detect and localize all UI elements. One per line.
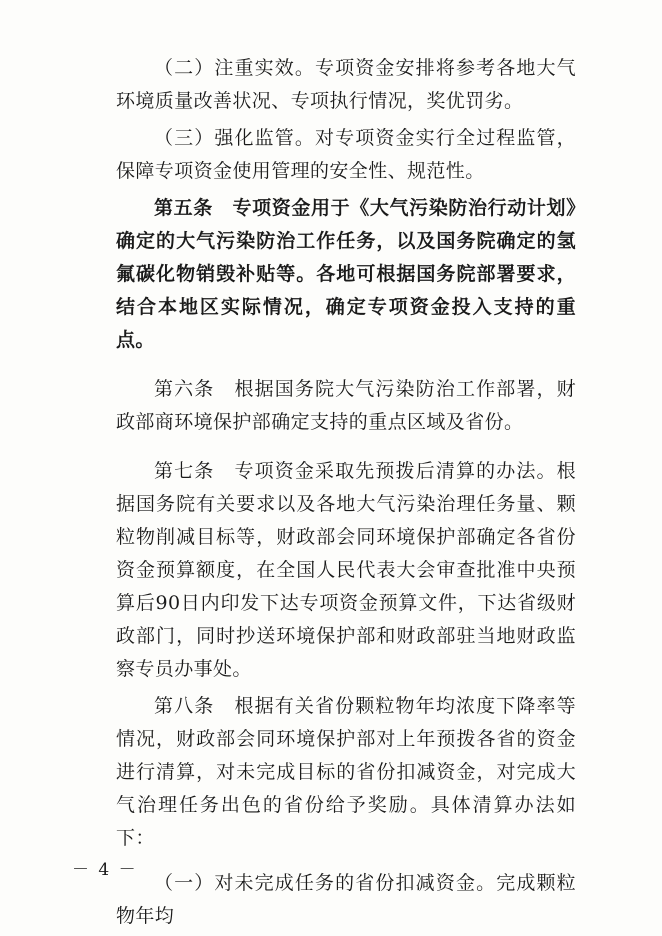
paragraph-deduct-funds: （一）对未完成任务的省份扣减资金。完成颗粒物年均	[116, 872, 576, 927]
page-number: － 4 －	[72, 860, 138, 880]
paragraph-article-5: 第五条 专项资金用于《大气污染防治行动计划》确定的大气污染防治工作任务，以及国务院确定的氢氟碳化物销毁补贴等。各地可根据国务院部署要求，结合本地区实际情况，确定专项资金投入支持的重点。	[116, 197, 576, 351]
document-body	[116, 52, 576, 933]
paragraph-article-8: 第八条 根据有关省份颗粒物年均浓度下降率等情况，财政部会同环境保护部对上年预拨各省的资金进行清算，对未完成目标的省份扣减资金，对完成大气治理任务出色的省份给予奖励。具体清算办法如下：	[116, 695, 576, 849]
paragraph-strengthen-supervision: （三）强化监管。对专项资金实行全过程监管，保障专项资金使用管理的安全性、规范性。	[116, 127, 576, 182]
paragraph-focus-results: （二）注重实效。专项资金安排将参考各地大气环境质量改善状况、专项执行情况，奖优罚劣。	[116, 57, 576, 112]
paragraph-article-6: 第六条 根据国务院大气污染防治工作部署，财政部商环境保护部确定支持的重点区域及省份。	[116, 378, 576, 433]
paragraph-article-7: 第七条 专项资金采取先预拨后清算的办法。根据国务院有关要求以及各地大气污染治理任务量、颗粒物削减目标等，财政部会同环境保护部确定各省份资金预算额度，在全国人民代表大会审查批准中央预算后90日内印发下达专项资金预算文件，下达省级财政部门，同时抄送环境保护部和财政部驻当地财政监察专员办事处。	[116, 460, 576, 680]
